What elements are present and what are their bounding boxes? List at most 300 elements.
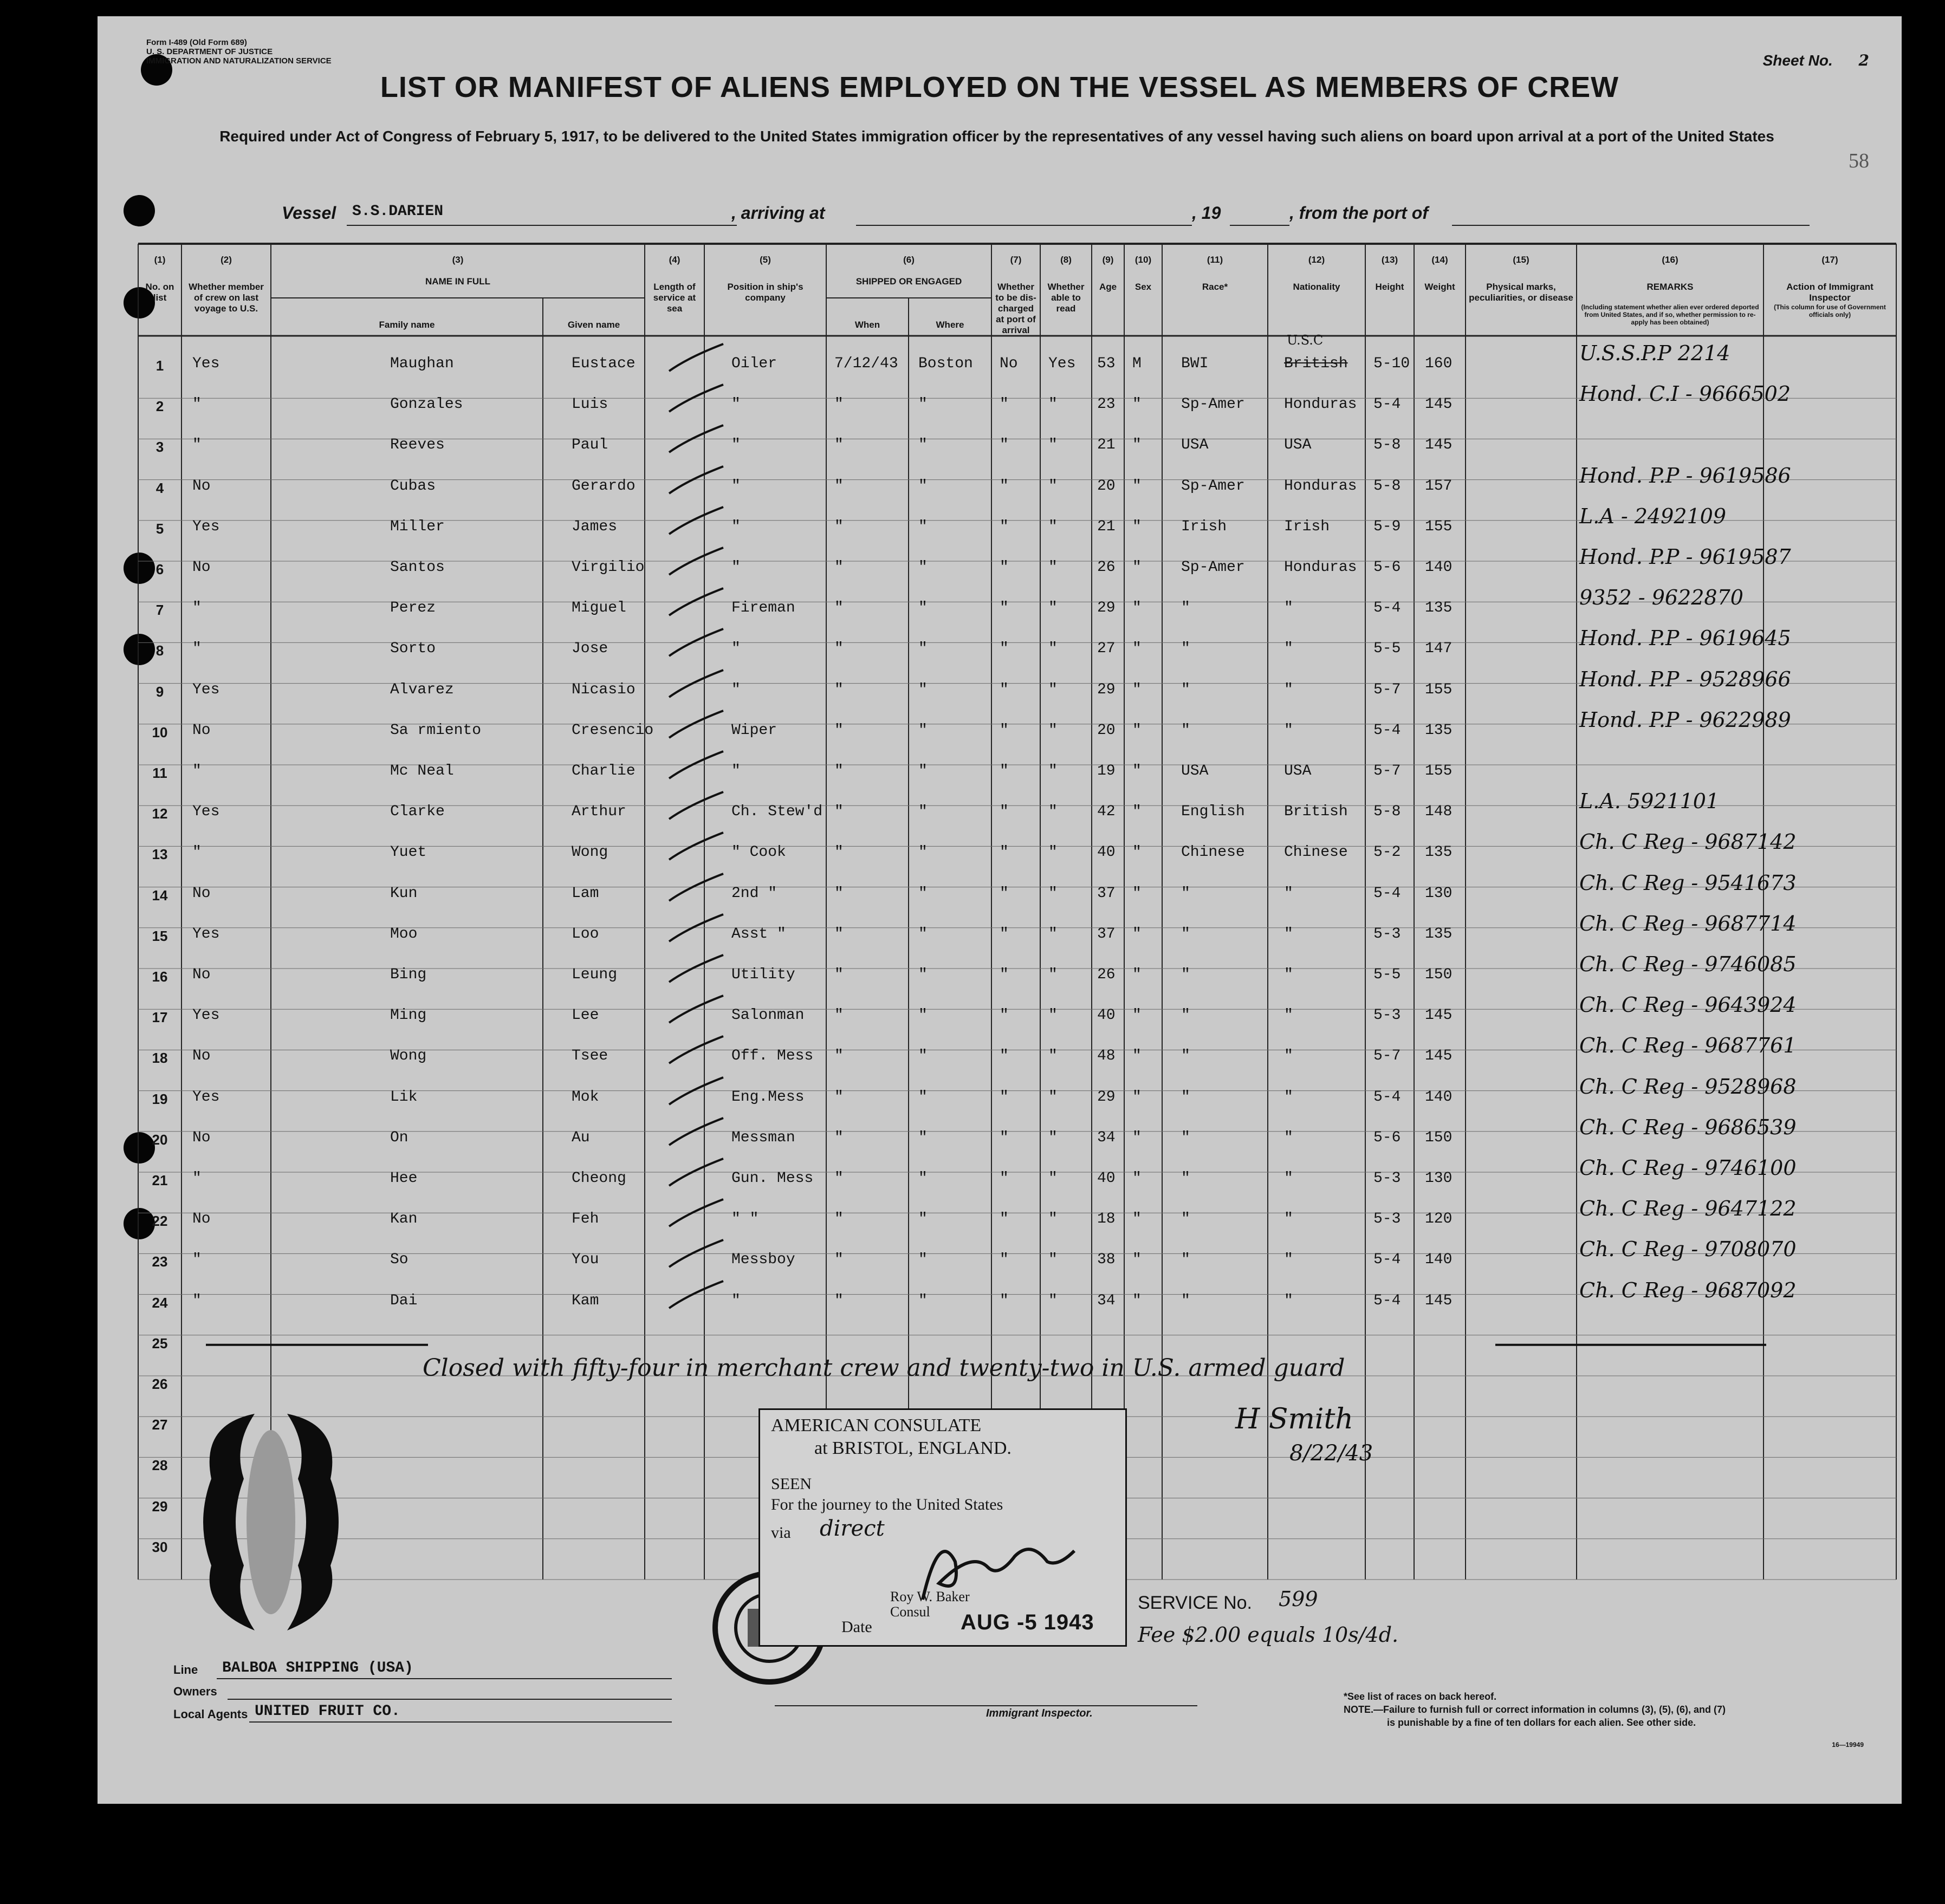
position-cell: Wiper (731, 722, 777, 739)
able-to-read-cell: " (1048, 681, 1058, 698)
given-name-cell: Mok (572, 1088, 599, 1106)
form-id-line: IMMIGRATION AND NATURALIZATION SERVICE (146, 56, 332, 66)
position-cell: Messman (731, 1129, 795, 1146)
row-number: 14 (152, 887, 168, 904)
race-cell: " (1181, 966, 1190, 983)
nationality-cell: " (1284, 1129, 1293, 1146)
owners-label: Owners (173, 1685, 217, 1698)
shipped-where-cell: " (918, 1129, 928, 1146)
row-number: 6 (155, 561, 164, 577)
able-to-read-cell: " (1048, 803, 1058, 821)
age-cell: 53 (1097, 355, 1116, 372)
height-cell: 5-7 (1373, 681, 1401, 698)
row-number: 22 (152, 1213, 168, 1230)
service-number-label: SERVICE No. (1138, 1593, 1253, 1613)
race-cell: " (1181, 1251, 1190, 1269)
height-cell: 5-4 (1373, 1088, 1401, 1106)
row-number: 15 (152, 927, 168, 944)
age-cell: 26 (1097, 559, 1116, 576)
age-cell: 19 (1097, 763, 1116, 779)
weight-cell: 135 (1425, 600, 1453, 617)
consul-name: Roy W. Baker (890, 1589, 970, 1604)
closing-note: Closed with fifty-four in merchant crew and twenty-two in U.S. armed guard (423, 1354, 1345, 1382)
shipped-when-cell: " (834, 477, 844, 495)
position-cell: " (731, 477, 741, 495)
position-cell: Asst " (731, 925, 786, 943)
age-cell: 20 (1097, 722, 1116, 739)
able-to-read-cell: " (1048, 722, 1058, 739)
nationality-cell: " (1284, 1170, 1293, 1187)
given-name-cell: Nicasio (572, 681, 636, 698)
given-name-cell: Luis (572, 396, 608, 413)
journey-label: For the journey to the United States (771, 1496, 1003, 1513)
penalty-note: NOTE.—Failure to furnish full or correct information in columns (3), (5), (6), and (7) (1344, 1704, 1726, 1715)
family-name-cell: Lik (390, 1088, 418, 1106)
nationality-cell: Honduras (1284, 477, 1357, 495)
shipped-when-cell: " (834, 966, 844, 983)
remarks-cell: Ch. C Reg - 9687092 (1579, 1278, 1797, 1302)
age-cell: 21 (1097, 518, 1116, 535)
shipped-when-cell: " (834, 1048, 844, 1065)
shipped-when-cell: " (834, 640, 844, 658)
local-agents-value: UNITED FRUIT CO. (255, 1703, 400, 1720)
weight-cell: 160 (1425, 355, 1453, 372)
nationality-cell: Honduras (1284, 559, 1357, 576)
age-cell: 20 (1097, 477, 1116, 495)
height-cell: 5-2 (1373, 844, 1401, 861)
from-port-label: , from the port of (1289, 203, 1428, 223)
shipped-where-cell: " (918, 396, 928, 413)
remarks-cell: 9352 - 9622870 (1579, 586, 1743, 610)
nationality-cell: " (1284, 600, 1293, 617)
shipped-where-cell: " (918, 600, 928, 617)
sheet-number (1763, 51, 1869, 69)
nationality-cell: USA (1284, 437, 1312, 454)
year-label: , 19 (1192, 203, 1221, 223)
check-mark-icon (666, 1075, 726, 1107)
shipped-where-cell: " (918, 1251, 928, 1269)
position-cell: " (731, 518, 741, 535)
sex-cell: " (1132, 722, 1142, 739)
race-cell: " (1181, 1088, 1190, 1106)
remarks-cell: Ch. C Reg - 9528968 (1579, 1074, 1797, 1099)
shipped-when-cell: " (834, 1211, 844, 1228)
column-header: Physical marks, peculiarities, or disease (1469, 282, 1573, 303)
family-name-cell: So (390, 1251, 409, 1269)
shipped-where-cell: " (918, 722, 928, 739)
check-mark-icon (666, 708, 726, 740)
height-cell: 5-7 (1373, 763, 1401, 779)
family-name-cell: Ming (390, 1007, 427, 1024)
row-number: 19 (152, 1090, 168, 1107)
shipped-where-cell: " (918, 437, 928, 454)
date-stamp: AUG -5 1943 (961, 1610, 1094, 1634)
discharged-cell: No (1000, 355, 1018, 372)
family-name-cell: Perez (390, 600, 436, 617)
discharged-cell: " (1000, 722, 1009, 739)
given-name-cell: Eustace (572, 355, 636, 372)
sex-cell: " (1132, 1292, 1142, 1309)
shipped-when-cell: " (834, 396, 844, 413)
last-voyage-cell: Yes (192, 803, 220, 821)
sex-cell: " (1132, 925, 1142, 943)
discharged-cell: " (1000, 1048, 1009, 1065)
discharged-cell: " (1000, 477, 1009, 495)
nationality-cell: " (1284, 1292, 1293, 1309)
height-cell: 5-9 (1373, 518, 1401, 535)
nationality-cell: USA (1284, 763, 1312, 779)
sex-cell: " (1132, 518, 1142, 535)
row-number: 20 (152, 1131, 168, 1148)
race-cell: Sp-Amer (1181, 559, 1245, 576)
discharged-cell: " (1000, 1088, 1009, 1106)
manifest-sheet (98, 16, 1902, 1804)
column-subnote: (This column for use of Government officials only) (1774, 303, 1886, 319)
family-name-cell: Moo (390, 925, 418, 943)
last-voyage-cell: Yes (192, 355, 220, 372)
given-name-cell: You (572, 1251, 599, 1269)
shipped-where-cell: " (918, 763, 928, 779)
nationality-cell: " (1284, 1048, 1293, 1065)
family-name-cell: Sorto (390, 640, 436, 658)
column-header: Nationality (1293, 282, 1340, 292)
check-mark-icon (666, 1156, 726, 1188)
race-cell: USA (1181, 437, 1209, 454)
race-cell: " (1181, 1048, 1190, 1065)
given-name-cell: Jose (572, 640, 608, 658)
column-header: Height (1375, 282, 1404, 292)
able-to-read-cell: " (1048, 396, 1058, 413)
nationality-cell: " (1284, 722, 1293, 739)
shipped-where-cell: " (918, 640, 928, 658)
race-cell: Chinese (1181, 844, 1245, 861)
nationality-correction: U.S.C (1287, 333, 1324, 348)
sex-cell: " (1132, 1007, 1142, 1024)
given-name-cell: Loo (572, 925, 599, 943)
sex-cell: " (1132, 559, 1142, 576)
check-mark-icon (666, 504, 726, 537)
family-name-cell: Maughan (390, 355, 454, 372)
row-number: 7 (155, 602, 164, 619)
age-cell: 42 (1097, 803, 1116, 821)
column-number: (1) (154, 255, 166, 265)
consul-title: Consul (890, 1604, 930, 1620)
last-voyage-cell: " (192, 1251, 202, 1269)
given-name-cell: Tsee (572, 1048, 608, 1065)
position-cell: Eng.Mess (731, 1088, 805, 1106)
shipped-where-cell: Boston (918, 355, 973, 372)
sex-cell: M (1132, 355, 1142, 372)
last-voyage-cell: " (192, 763, 202, 779)
discharged-cell: " (1000, 1007, 1009, 1024)
age-cell: 48 (1097, 1048, 1116, 1065)
shipped-where-cell: " (918, 844, 928, 861)
weight-cell: 130 (1425, 1170, 1453, 1187)
able-to-read-cell: " (1048, 1251, 1058, 1269)
row-number: 26 (152, 1376, 168, 1392)
check-mark-icon (666, 626, 726, 659)
discharged-cell: " (1000, 1129, 1009, 1146)
shipped-when-cell: " (834, 722, 844, 739)
row-number: 2 (155, 398, 164, 415)
nationality-cell: Irish (1284, 518, 1330, 535)
discharged-cell: " (1000, 803, 1009, 821)
remarks-cell: Hond. P.P - 9528966 (1579, 667, 1791, 691)
remarks-cell: Ch. C Reg - 9687714 (1579, 911, 1797, 935)
height-cell: 5-8 (1373, 477, 1401, 495)
position-cell: Messboy (731, 1251, 795, 1269)
able-to-read-cell: " (1048, 1088, 1058, 1106)
able-to-read-cell: " (1048, 844, 1058, 861)
discharged-cell: " (1000, 844, 1009, 861)
column-number: (4) (669, 255, 680, 265)
given-name-cell: Au (572, 1129, 590, 1146)
height-cell: 5-4 (1373, 1292, 1401, 1309)
nationality-cell: Honduras (1284, 396, 1357, 413)
height-cell: 5-7 (1373, 1048, 1401, 1065)
vessel-label: Vessel (282, 203, 336, 223)
column-number: (16) (1662, 255, 1678, 265)
position-cell: " (731, 763, 741, 779)
discharged-cell: " (1000, 681, 1009, 698)
given-name-cell: Paul (572, 437, 608, 454)
able-to-read-cell: " (1048, 1007, 1058, 1024)
race-cell: BWI (1181, 355, 1209, 372)
age-cell: 26 (1097, 966, 1116, 983)
last-voyage-cell: " (192, 437, 202, 454)
family-name-cell: Bing (390, 966, 427, 983)
able-to-read-cell: " (1048, 885, 1058, 902)
remarks-cell: Hond. P.P - 9622989 (1579, 707, 1791, 732)
given-name-cell: Cheong (572, 1170, 626, 1187)
sex-cell: " (1132, 477, 1142, 495)
last-voyage-cell: No (192, 477, 211, 495)
nationality-cell: " (1284, 640, 1293, 658)
column-header: Weight (1424, 282, 1455, 292)
weight-cell: 145 (1425, 437, 1453, 454)
document-title: LIST OR MANIFEST OF ALIENS EMPLOYED ON THE VESSEL AS MEMBERS OF CREW (380, 71, 1619, 103)
able-to-read-cell: " (1048, 559, 1058, 576)
column-number: (11) (1207, 255, 1223, 265)
position-cell: Gun. Mess (731, 1170, 814, 1187)
nationality-cell: British (1284, 355, 1348, 372)
wax-seal-icon (190, 1403, 352, 1641)
family-name-cell: On (390, 1129, 409, 1146)
shipped-where-cell: " (918, 925, 928, 943)
remarks-cell: Ch. C Reg - 9687142 (1579, 830, 1797, 854)
check-mark-icon (666, 789, 726, 822)
height-cell: 5-4 (1373, 396, 1401, 413)
remarks-cell: L.A - 2492109 (1579, 504, 1726, 528)
check-mark-icon (666, 1278, 726, 1311)
sex-cell: " (1132, 600, 1142, 617)
shipped-when-cell: " (834, 885, 844, 902)
column-number: (6) (903, 255, 915, 265)
weight-cell: 155 (1425, 681, 1453, 698)
age-cell: 29 (1097, 681, 1116, 698)
position-cell: Salonman (731, 1007, 805, 1024)
last-voyage-cell: No (192, 1048, 211, 1065)
check-mark-icon (666, 1034, 726, 1066)
remarks-cell: Ch. C Reg - 9647122 (1579, 1197, 1797, 1221)
column-number: (2) (221, 255, 232, 265)
nationality-cell: " (1284, 1251, 1293, 1269)
remarks-cell: Ch. C Reg - 9541673 (1579, 870, 1797, 895)
given-name-cell: Kam (572, 1292, 599, 1309)
race-cell: Sp-Amer (1181, 396, 1245, 413)
nationality-cell: " (1284, 925, 1293, 943)
given-name-cell: Cresencio (572, 722, 654, 739)
column-subheader: When (854, 320, 880, 330)
remarks-cell: U.S.S.P.P 2214 (1579, 341, 1730, 365)
position-cell: " (731, 1292, 741, 1309)
row-number: 30 (152, 1538, 168, 1555)
shipped-when-cell: " (834, 437, 844, 454)
local-agents-label: Local Agents (173, 1707, 248, 1721)
column-header: REMARKS (1646, 282, 1694, 292)
column-header: Age (1099, 282, 1117, 292)
last-voyage-cell: Yes (192, 1007, 220, 1024)
discharged-cell: " (1000, 1211, 1009, 1228)
height-cell: 5-3 (1373, 925, 1401, 943)
position-cell: " (731, 681, 741, 698)
shipped-where-cell: " (918, 803, 928, 821)
form-code: 16—19949 (1832, 1741, 1864, 1749)
sex-cell: " (1132, 1211, 1142, 1228)
shipped-when-cell: 7/12/43 (834, 355, 898, 372)
shipped-when-cell: " (834, 844, 844, 861)
remarks-cell: Ch. C Reg - 9643924 (1579, 993, 1797, 1017)
height-cell: 5-3 (1373, 1007, 1401, 1024)
family-name-cell: Santos (390, 559, 445, 576)
height-cell: 5-5 (1373, 640, 1401, 658)
row-number: 29 (152, 1498, 168, 1515)
discharged-cell: " (1000, 1292, 1009, 1309)
family-name-cell: Alvarez (390, 681, 454, 698)
row-number: 9 (155, 683, 164, 700)
last-voyage-cell: Yes (192, 681, 220, 698)
page-number: 58 (1849, 150, 1869, 172)
age-cell: 38 (1097, 1251, 1116, 1269)
shipped-where-cell: " (918, 1007, 928, 1024)
height-cell: 5-10 (1373, 355, 1410, 372)
row-number: 21 (152, 1172, 168, 1188)
shipped-where-cell: " (918, 559, 928, 576)
family-name-cell: Miller (390, 518, 445, 535)
sex-cell: " (1132, 1088, 1142, 1106)
race-cell: " (1181, 1211, 1190, 1228)
check-mark-icon (666, 871, 726, 904)
column-subheader: Given name (567, 320, 620, 330)
height-cell: 5-8 (1373, 437, 1401, 454)
column-header: No. on list (145, 282, 174, 303)
sex-cell: " (1132, 885, 1142, 902)
given-name-cell: Arthur (572, 803, 626, 821)
row-number: 8 (155, 642, 164, 659)
date-label: Date (841, 1618, 872, 1636)
column-number: (5) (760, 255, 771, 265)
discharged-cell: " (1000, 885, 1009, 902)
shipped-when-cell: " (834, 681, 844, 698)
last-voyage-cell: No (192, 559, 211, 576)
family-name-cell: Kun (390, 885, 418, 902)
age-cell: 40 (1097, 1170, 1116, 1187)
shipped-when-cell: " (834, 518, 844, 535)
check-mark-icon (666, 830, 726, 862)
weight-cell: 150 (1425, 1129, 1453, 1146)
position-cell: " (731, 559, 741, 576)
races-note: *See list of races on back hereof. (1344, 1691, 1497, 1702)
remarks-cell: Hond. P.P - 9619586 (1579, 463, 1791, 488)
document-subtitle: Required under Act of Congress of February 5, 1917, to be delivered to the United States immigration officer by the representatives of any vessel having such aliens on board upon arrival at a port of the United States (219, 128, 1774, 145)
family-name-cell: Reeves (390, 437, 445, 454)
able-to-read-cell: " (1048, 518, 1058, 535)
remarks-cell: Ch. C Reg - 9686539 (1579, 1115, 1797, 1139)
race-cell: " (1181, 722, 1190, 739)
check-mark-icon (666, 586, 726, 618)
shipped-where-cell: " (918, 966, 928, 983)
nationality-cell: " (1284, 1211, 1293, 1228)
age-cell: 21 (1097, 437, 1116, 454)
remarks-cell: Ch. C Reg - 9687761 (1579, 1034, 1797, 1058)
family-name-cell: Mc Neal (390, 763, 454, 779)
check-mark-icon (666, 912, 726, 944)
column-subnote: (Including statement whether alien ever ordered deported from United States, and if so, whether permission to re-apply has been obtained) (1581, 303, 1759, 326)
height-cell: 5-3 (1373, 1211, 1401, 1228)
discharged-cell: " (1000, 1251, 1009, 1269)
position-cell: Ch. Stew'd (731, 803, 823, 821)
remarks-cell: Ch. C Reg - 9746100 (1579, 1156, 1797, 1180)
discharged-cell: " (1000, 559, 1009, 576)
consul-signature-icon (906, 1518, 1080, 1610)
check-mark-icon (666, 667, 726, 700)
able-to-read-cell: " (1048, 1292, 1058, 1309)
discharged-cell: " (1000, 396, 1009, 413)
age-cell: 34 (1097, 1292, 1116, 1309)
service-number-value: 599 (1279, 1587, 1318, 1611)
row-number: 12 (152, 805, 168, 822)
vessel-name: S.S.DARIEN (352, 203, 444, 220)
race-cell: " (1181, 1292, 1190, 1309)
family-name-cell: Hee (390, 1170, 418, 1187)
column-number: (15) (1513, 255, 1529, 265)
weight-cell: 155 (1425, 763, 1453, 779)
column-number: (12) (1308, 255, 1325, 265)
nationality-cell: " (1284, 885, 1293, 902)
signature-date: 8/22/43 (1289, 1441, 1373, 1466)
sex-cell: " (1132, 1251, 1142, 1269)
last-voyage-cell: " (192, 396, 202, 413)
height-cell: 5-4 (1373, 1251, 1401, 1269)
race-cell: Sp-Amer (1181, 477, 1245, 495)
able-to-read-cell: " (1048, 925, 1058, 943)
weight-cell: 145 (1425, 396, 1453, 413)
shipped-where-cell: " (918, 1048, 928, 1065)
column-header: Whether able to read (1047, 282, 1085, 314)
check-mark-icon (666, 1197, 726, 1229)
age-cell: 18 (1097, 1211, 1116, 1228)
weight-cell: 140 (1425, 1088, 1453, 1106)
race-cell: " (1181, 681, 1190, 698)
check-mark-icon (666, 464, 726, 496)
position-cell: " (731, 437, 741, 454)
remarks-cell: Hond. P.P - 9619587 (1579, 545, 1791, 569)
row-number: 27 (152, 1416, 168, 1433)
row-number: 25 (152, 1335, 168, 1351)
position-cell: " (731, 640, 741, 658)
able-to-read-cell: " (1048, 966, 1058, 983)
column-header: Race* (1202, 282, 1228, 292)
